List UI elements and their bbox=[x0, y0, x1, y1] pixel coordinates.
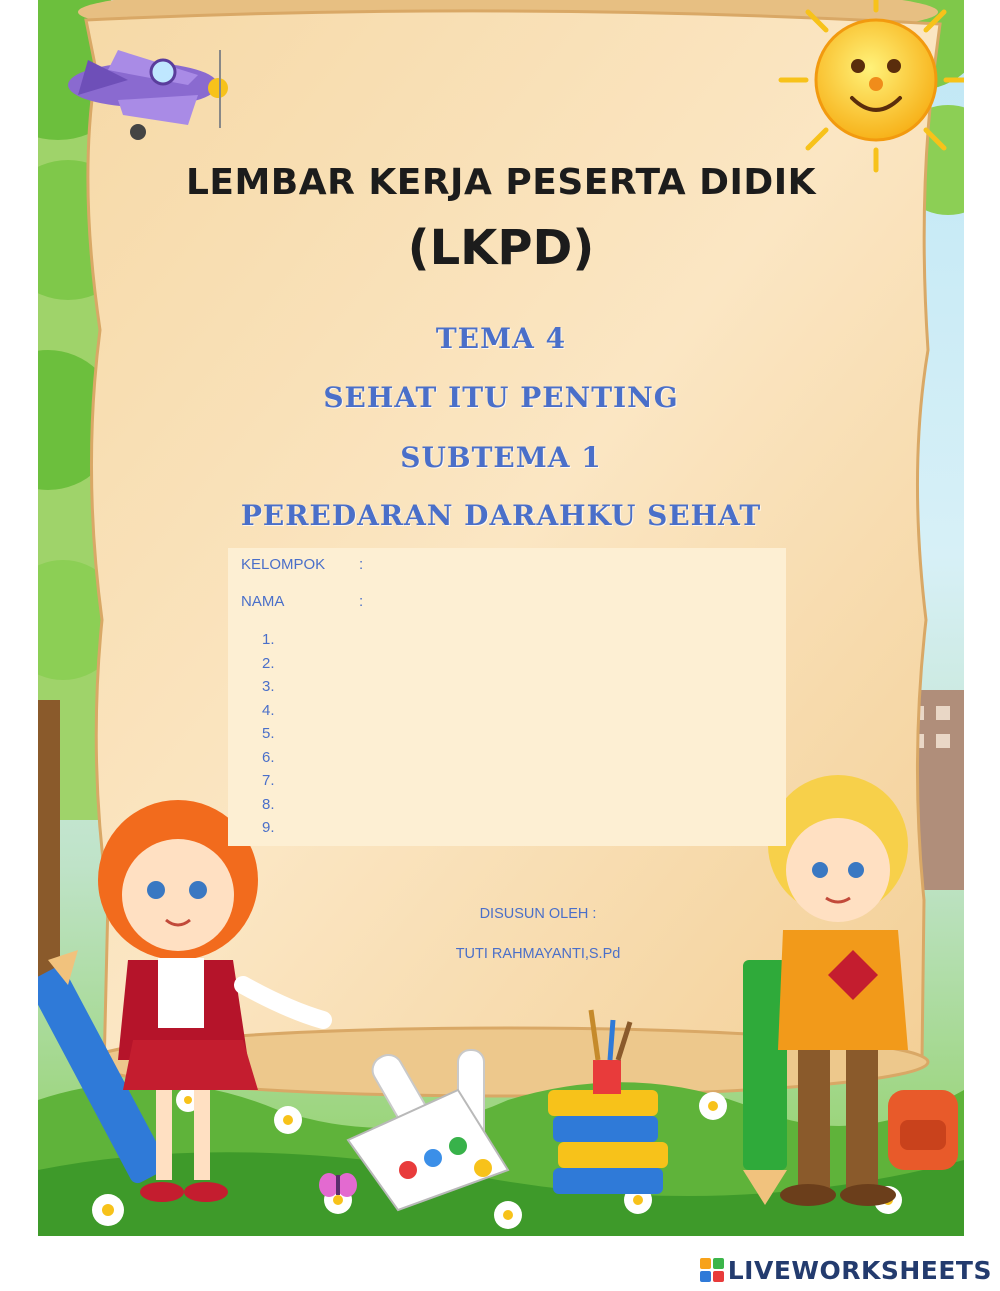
member-item: 8. bbox=[262, 795, 275, 813]
member-item: 5. bbox=[262, 725, 275, 742]
butterfly-icon bbox=[319, 1173, 357, 1197]
identity-form bbox=[228, 548, 786, 846]
member-item: 4. bbox=[262, 701, 275, 719]
author-name: TUTI RAHMAYANTI,S.Pd bbox=[455, 946, 621, 962]
worksheet-cover bbox=[38, 0, 964, 1236]
name-colon: : bbox=[359, 593, 364, 610]
name-label: NAMA bbox=[241, 593, 285, 610]
subtheme-title: PEREDARAN DARAHKU SEHAT bbox=[240, 499, 762, 532]
worksheet-abbreviation: (LKPD) bbox=[407, 220, 595, 276]
compiled-by-label: DISUSUN OLEH : bbox=[479, 906, 597, 922]
member-list bbox=[262, 628, 275, 840]
group-label: KELOMPOK bbox=[241, 556, 326, 573]
liveworksheets-logo-icon bbox=[700, 1258, 724, 1282]
member-item: 7. bbox=[262, 772, 275, 789]
subtheme-label: SUBTEMA 1 bbox=[400, 441, 602, 474]
backpack-icon bbox=[888, 1090, 958, 1170]
theme-title: SEHAT ITU PENTING bbox=[323, 381, 679, 414]
member-item: 1. bbox=[262, 631, 275, 648]
liveworksheets-branding[interactable] bbox=[700, 1254, 992, 1286]
member-item: 9. bbox=[262, 819, 275, 836]
theme-label: TEMA 4 bbox=[435, 322, 567, 355]
group-colon: : bbox=[359, 556, 364, 573]
member-item: 3. bbox=[262, 678, 275, 695]
member-item: 6. bbox=[262, 748, 275, 766]
member-item: 2. bbox=[262, 654, 275, 672]
worksheet-title: LEMBAR KERJA PESERTA DIDIK bbox=[185, 162, 817, 203]
brand-name: LIVEWORKSHEETS bbox=[727, 1255, 992, 1285]
